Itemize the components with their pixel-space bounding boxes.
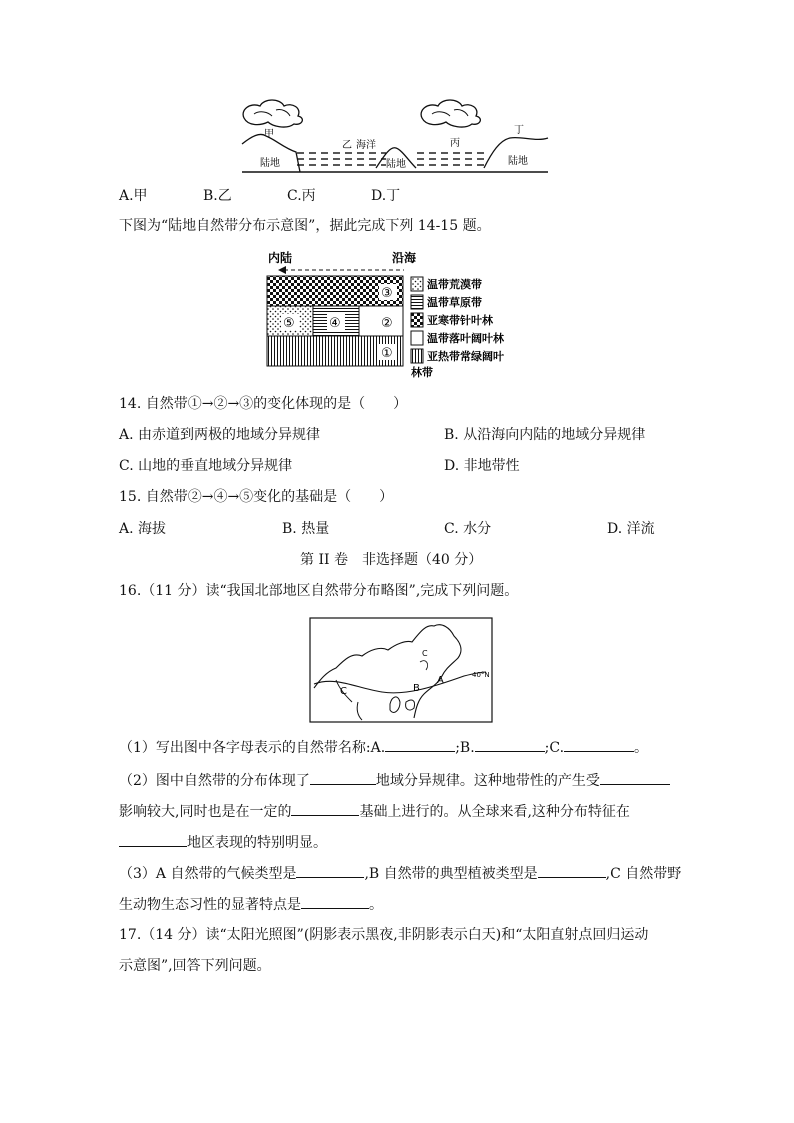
q16-part2-text-c: 影响较大,同时也是在一定的 — [119, 804, 292, 820]
label-yi: 乙 — [342, 140, 352, 151]
q16-part3-text-e: 。 — [369, 897, 383, 913]
ocean-cross-section-figure — [236, 96, 556, 178]
q16-part3-text-d: 生动物生态习性的显著特点是 — [119, 897, 301, 913]
q17-line1: 17.（14 分）读“太阳光照图”(阴影表示黑夜,非阴影表示白天)和“太阳直射点回归运动 — [119, 927, 649, 943]
legend-subtropical-evergreen: 亚热带常绿阔叶 — [427, 350, 504, 363]
north-china-zones-map — [296, 606, 498, 730]
blank-zone-a[interactable] — [385, 739, 455, 752]
label-inland: 内陆 — [268, 251, 293, 265]
q15-option-a: A. 海拔 — [119, 521, 167, 537]
legend-temperate-grassland: 温带草原带 — [427, 296, 482, 309]
legend-subarctic-conifer: 亚寒带针叶林 — [427, 314, 493, 327]
label-jia: 甲 — [264, 129, 274, 140]
q15-stem: 15. 自然带②→④→⑤变化的基础是（ ） — [119, 489, 394, 505]
cloud-right-icon — [421, 100, 480, 127]
label-land-right: 陆地 — [508, 156, 528, 167]
q16-part2-line1 — [119, 772, 670, 788]
legend-subtropical-evergreen-cont: 林带 — [411, 366, 433, 379]
map-label-40n: 40°N — [472, 671, 490, 679]
intro-14-15: 下图为“陆地自然带分布示意图”，据此完成下列 14-15 题。 — [119, 218, 491, 234]
marker-1: ① — [381, 346, 393, 361]
map-label-c-north: C — [422, 649, 428, 658]
label-ocean: 海洋 — [356, 140, 376, 151]
blank-region[interactable] — [119, 834, 187, 847]
legend-temperate-deciduous: 温带落叶阔叶林 — [427, 332, 504, 345]
q17-line2: 示意图”,回答下列问题。 — [119, 958, 271, 974]
blank-zone-c[interactable] — [564, 739, 634, 752]
q13-option-a: A.甲 — [119, 188, 148, 204]
q16-part1-text-b: ;B. — [455, 740, 475, 756]
map-label-a: A — [437, 675, 444, 686]
blank-pattern-type[interactable] — [310, 772, 376, 785]
q16-part2-text-a: （2）图中自然带的分布体现了 — [119, 773, 310, 789]
q16-part3-line1 — [119, 865, 681, 881]
q16-part2-text-d: 基础上进行的。从全球来看,这种分布特征在 — [359, 804, 630, 820]
q14-option-b: B. 从沿海向内陆的地域分异规律 — [444, 427, 646, 443]
q16-part2-line3 — [119, 834, 327, 850]
section-2-title: 第 II 卷 非选择题（40 分） — [300, 552, 483, 568]
blank-basis[interactable] — [291, 803, 359, 816]
blank-influence[interactable] — [600, 772, 670, 785]
legend-temperate-desert: 温带荒漠带 — [427, 278, 482, 291]
natural-zones-diagram — [264, 250, 534, 380]
blank-animal-habit[interactable] — [301, 896, 369, 909]
label-coast: 沿海 — [392, 251, 417, 265]
q16-part2-text-e: 地区表现的特别明显。 — [187, 835, 327, 851]
q16-part3-line2 — [119, 896, 383, 912]
marker-5: ⑤ — [283, 316, 295, 331]
q13-option-d: D.丁 — [371, 188, 401, 204]
blank-vegetation[interactable] — [538, 865, 606, 878]
q15-option-c: C. 水分 — [444, 521, 492, 537]
map-label-b: B — [413, 683, 420, 694]
q14-option-a: A. 由赤道到两极的地域分异规律 — [119, 427, 321, 443]
blank-zone-b[interactable] — [475, 739, 545, 752]
q16-stem: 16.（11 分）读“我国北部地区自然带分布略图”,完成下列问题。 — [119, 583, 519, 599]
q14-option-c: C. 山地的垂直地域分异规律 — [119, 458, 293, 474]
q14-option-d: D. 非地带性 — [444, 458, 520, 474]
q16-part1 — [119, 739, 648, 755]
marker-4: ④ — [329, 316, 341, 331]
marker-2: ② — [381, 316, 393, 331]
q14-stem: 14. 自然带①→②→③的变化体现的是（ ） — [119, 396, 408, 412]
q15-option-d: D. 洋流 — [607, 521, 655, 537]
q16-part3-text-b: ,B 自然带的典型植被类型是 — [364, 866, 538, 882]
q16-part1-text-c: ;C. — [544, 740, 565, 756]
marker-3: ③ — [381, 286, 393, 301]
label-bing: 丙 — [450, 138, 460, 149]
q16-part2-line2 — [119, 803, 630, 819]
q16-part2-text-b: 地域分异规律。这种地带性的产生受 — [375, 773, 600, 789]
q16-part1-end: 。 — [634, 740, 649, 756]
label-ding: 丁 — [514, 125, 524, 136]
q13-option-b: B.乙 — [203, 188, 232, 204]
map-label-c-west: C — [340, 686, 347, 697]
label-land-middle: 陆地 — [386, 159, 406, 170]
arrow-left-icon — [278, 266, 286, 274]
q16-part3-text-a: （3）A 自然带的气候类型是 — [119, 866, 297, 882]
q13-option-c: C.丙 — [287, 188, 316, 204]
label-land-left: 陆地 — [260, 158, 280, 169]
q16-part1-text-a: （1）写出图中各字母表示的自然带名称:A. — [119, 740, 386, 756]
blank-climate-type[interactable] — [296, 865, 364, 878]
q15-option-b: B. 热量 — [282, 521, 330, 537]
cloud-left-icon — [243, 100, 302, 127]
q16-part3-text-c: ,C 自然带野 — [605, 866, 682, 882]
